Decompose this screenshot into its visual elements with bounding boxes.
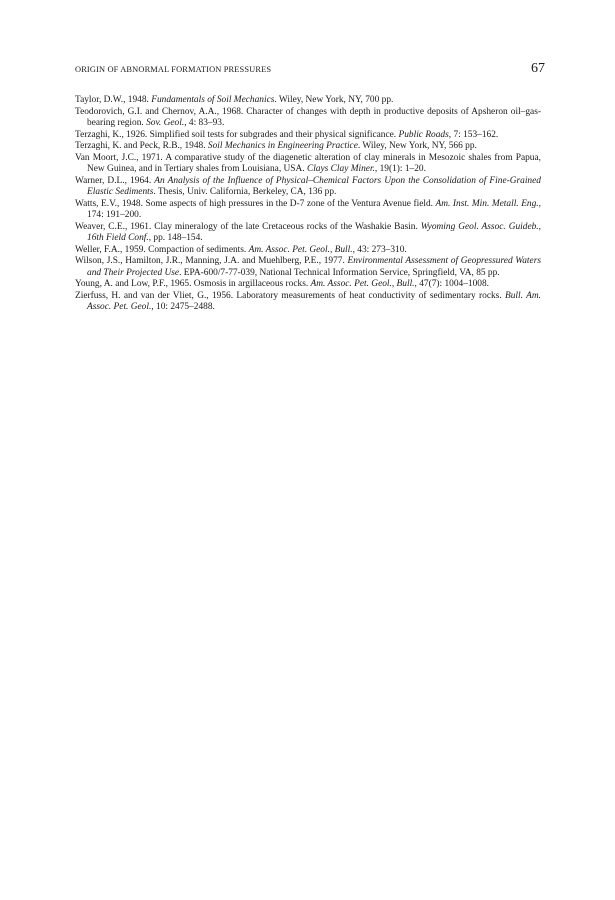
reference-details: , 19(1): 1–20. [374, 164, 426, 174]
reference-source-italic: Environmental Assessment of Geopressured Waters and Their Projected Use [87, 256, 541, 278]
reference-author-year: Weaver, C.E., 1961. Clay mineralogy of the late Cretaceous rocks of the Washakie Basin. [75, 221, 421, 232]
reference-entry [75, 130, 541, 142]
reference-details: , 47(7): 1004–1008. [414, 279, 490, 289]
reference-source-italic: Fundamentals of Soil Mechanics [151, 95, 275, 105]
reference-entry [75, 291, 541, 314]
reference-source-italic: Sov. Geol. [146, 118, 185, 128]
reference-details: , 43: 273–310. [352, 244, 407, 255]
reference-source-italic: Am. Assoc. Pet. Geol., Bull. [310, 279, 415, 289]
reference-entry [75, 141, 541, 153]
reference-source-italic: Soil Mechanics in Engineering Practice [207, 141, 358, 151]
reference-details: . Wiley, New York, NY, 700 pp. [274, 95, 394, 105]
reference-author-year: Zierfuss, H. and van der Vliet, G., 1956. Laboratory measurements of heat conductivity of sedimentary rocks. [75, 290, 506, 301]
reference-author-year: Young, A. and Low, P.F., 1965. Osmosis in argillaceous rocks. [75, 279, 311, 289]
reference-source-italic: Wyoming Geol. Assoc. Guideb., 16th Field Conf. [87, 221, 541, 243]
reference-author-year: Van Moort, J.C., 1971. A comparative study of the diagenetic alteration of clay minerals in Mesozoic shales from Papua, New Guinea, and in Tertiary shales from Louisiana, USA. [75, 152, 541, 174]
reference-entry [75, 107, 541, 130]
reference-entry [75, 176, 541, 199]
reference-list [75, 95, 541, 314]
reference-author-year: Terzaghi, K. and Peck, R.B., 1948. [75, 141, 208, 151]
reference-details: , 4: 83–93. [184, 118, 225, 128]
reference-entry [75, 279, 541, 291]
reference-entry [75, 245, 541, 257]
reference-entry [75, 95, 541, 107]
reference-source-italic: Clays Clay Miner. [306, 164, 375, 174]
reference-author-year: Taylor, D.W., 1948. [75, 95, 152, 105]
reference-author-year: Watts, E.V., 1948. Some aspects of high pressures in the D-7 zone of the Ventura Avenue field. [75, 198, 436, 209]
reference-author-year: Weller, F.A., 1959. Compaction of sediments. [75, 244, 249, 255]
reference-source-italic: Public Roads [398, 129, 449, 140]
reference-details: , 10: 2475–2488. [151, 302, 215, 312]
running-head [75, 63, 545, 79]
reference-source-italic: Bull. Am. Assoc. Pet. Geol. [87, 290, 541, 312]
reference-author-year: Teodorovich, G.I. and Chernov, A.A., 1968. Character of changes with depth in productive deposits of Apsheron oil–gas-bearing region. [75, 106, 541, 128]
reference-entry [75, 256, 541, 279]
reference-details: . EPA-600/7-77-039, National Technical Information Service, Springfield, VA, 85 pp. [179, 267, 500, 278]
reference-source-italic: An Analysis of the Influence of Physical–Chemical Factors Upon the Consolidation of Fine-Grained Elastic Sediments [87, 175, 541, 197]
reference-source-italic: Am. Assoc. Pet. Geol., Bull. [248, 244, 353, 255]
running-title: ORIGIN OF ABNORMAL FORMATION PRESSURES [75, 65, 272, 74]
reference-entry [75, 153, 541, 176]
reference-author-year: Terzaghi, K., 1926. Simplified soil tests for subgrades and their physical significance. [75, 129, 399, 140]
reference-entry [75, 199, 541, 222]
reference-details: , pp. 148–154. [148, 233, 203, 243]
reference-details: . Wiley, New York, NY, 566 pp. [357, 141, 477, 151]
reference-details: , 7: 153–162. [448, 129, 499, 140]
reference-details: . Thesis, Univ. California, Berkeley, CA, 136 pp. [153, 187, 337, 197]
reference-details: , 174: 191–200. [87, 198, 541, 220]
reference-entry [75, 222, 541, 245]
reference-source-italic: Am. Inst. Min. Metall. Eng. [435, 198, 539, 209]
reference-author-year: Wilson, J.S., Hamilton, J.R., Manning, J.A. and Muehlberg, P.E., 1977. [75, 256, 348, 266]
page-number: 67 [531, 61, 545, 76]
reference-author-year: Warner, D.L., 1964. [75, 175, 155, 186]
